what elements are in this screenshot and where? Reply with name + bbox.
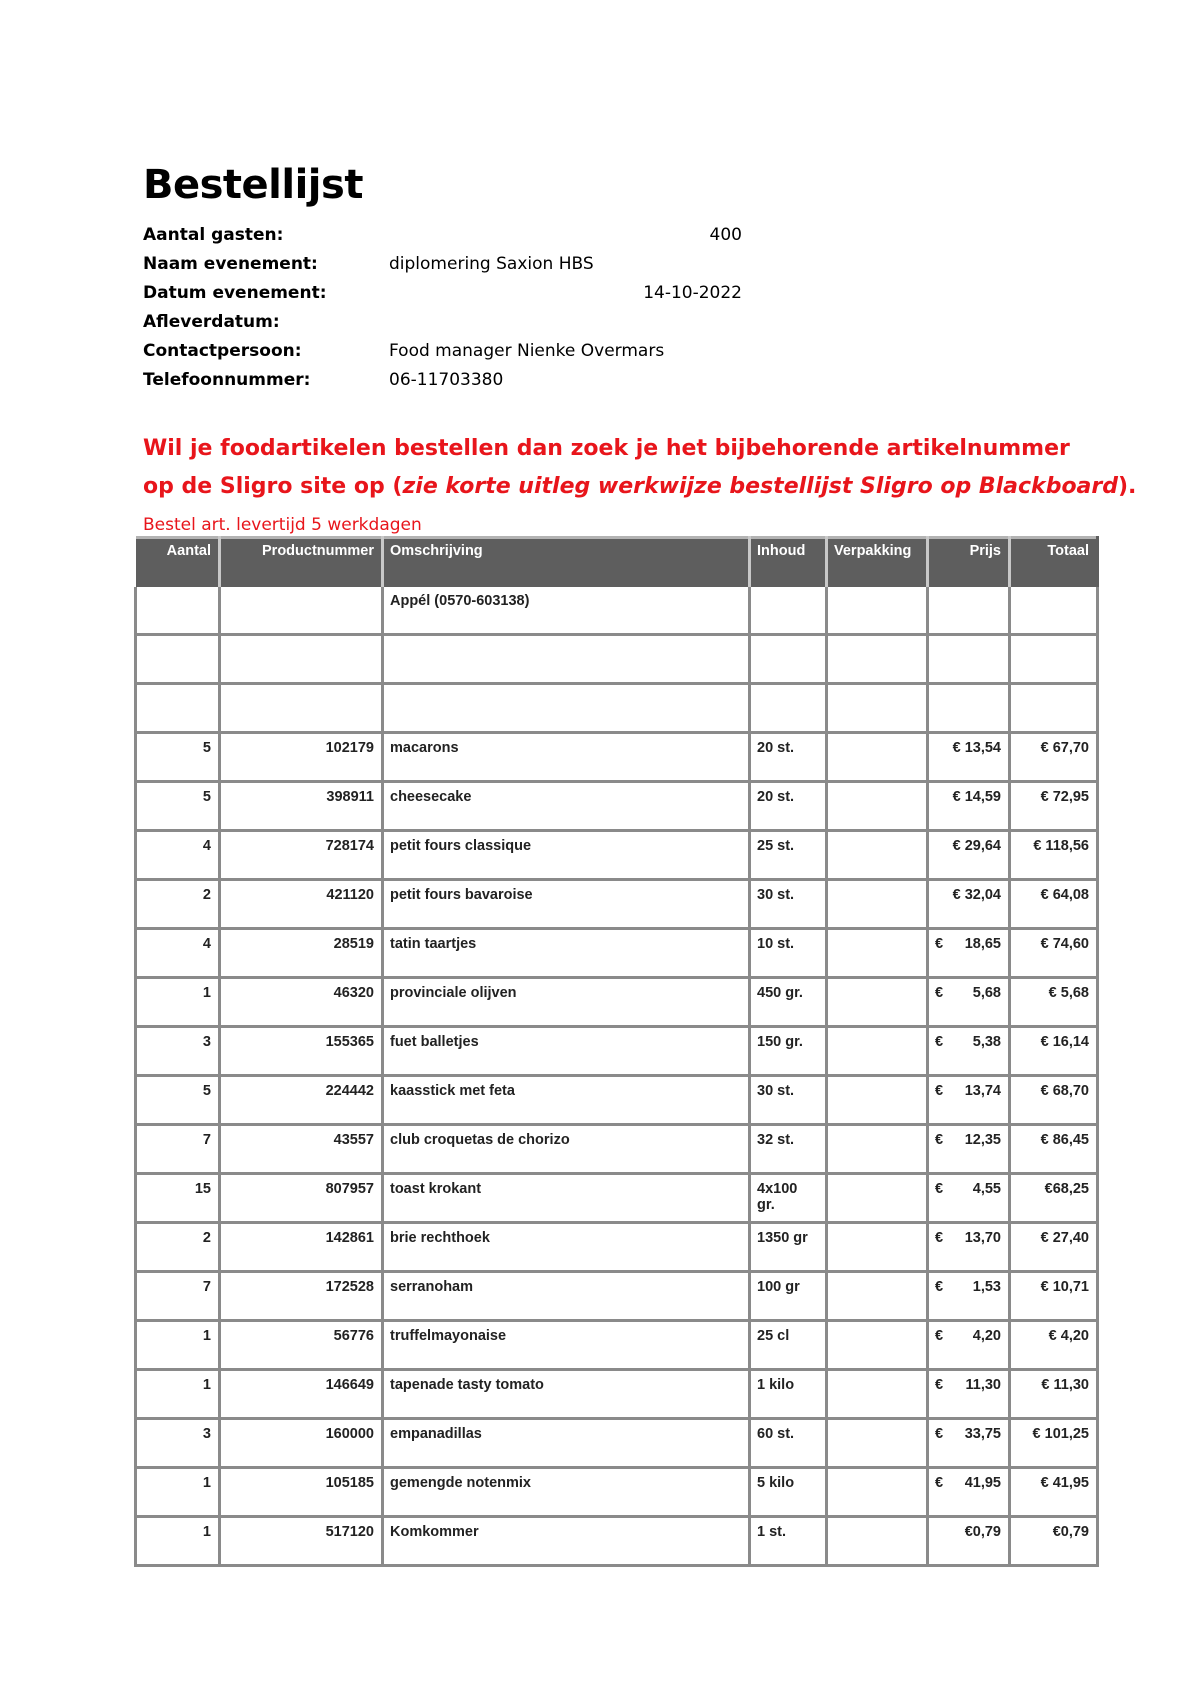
cell-verpakking — [827, 782, 928, 831]
cell-totaal: € 11,30 — [1010, 1370, 1098, 1419]
cell-omschrijving: tapenade tasty tomato — [383, 1370, 750, 1419]
info-row-datum-evenement — [143, 283, 763, 312]
cell-omschrijving: empanadillas — [383, 1419, 750, 1468]
table-cell — [1010, 587, 1098, 635]
cell-verpakking — [827, 1125, 928, 1174]
cell-prijs — [928, 978, 1010, 1027]
cell-verpakking — [827, 1223, 928, 1272]
cell-verpakking — [827, 831, 928, 880]
header-totaal: Totaal — [1010, 538, 1098, 588]
cell-aantal: 5 — [136, 733, 220, 782]
price-currency: € — [935, 1328, 944, 1344]
cell-prijs: €0,79 — [928, 1517, 1010, 1566]
info-label: Contactpersoon: — [143, 341, 302, 361]
header-productnummer: Productnummer — [220, 538, 383, 588]
table-cell — [1010, 684, 1098, 733]
cell-prijs — [928, 1027, 1010, 1076]
table-cell — [220, 587, 383, 635]
cell-verpakking — [827, 880, 928, 929]
cell-omschrijving: serranoham — [383, 1272, 750, 1321]
price-currency: € — [935, 1426, 944, 1442]
cell-inhoud: 30 st. — [750, 1076, 827, 1125]
cell-aantal: 1 — [136, 1321, 220, 1370]
price-currency: € — [935, 1083, 944, 1099]
info-row-aantal-gasten — [143, 225, 763, 254]
price-currency: € — [935, 1377, 944, 1393]
price-amount: 41,95 — [964, 1475, 1001, 1491]
table-row — [136, 1076, 1098, 1125]
header-inhoud: Inhoud — [750, 538, 827, 588]
cell-totaal: €68,25 — [1010, 1174, 1098, 1223]
cell-totaal: € 72,95 — [1010, 782, 1098, 831]
cell-aantal: 5 — [136, 782, 220, 831]
cell-aantal: 7 — [136, 1125, 220, 1174]
table-cell — [827, 587, 928, 635]
cell-productnummer: 28519 — [220, 929, 383, 978]
cell-inhoud: 20 st. — [750, 782, 827, 831]
cell-omschrijving: petit fours classique — [383, 831, 750, 880]
cell-inhoud: 4x100 gr. — [750, 1174, 827, 1223]
table-cell — [928, 684, 1010, 733]
cell-verpakking — [827, 1419, 928, 1468]
price-amount: 12,35 — [964, 1132, 1001, 1148]
price-amount: 13,70 — [964, 1230, 1001, 1246]
cell-verpakking — [827, 929, 928, 978]
table-row — [136, 1321, 1098, 1370]
table-row — [136, 1272, 1098, 1321]
price-amount: 5,38 — [972, 1034, 1001, 1050]
header-verpakking: Verpakking — [827, 538, 928, 588]
cell-totaal: € 4,20 — [1010, 1321, 1098, 1370]
table-row — [136, 1223, 1098, 1272]
instruction-line-1: Wil je foodartikelen bestellen dan zoek je het bijbehorende artikelnummer — [143, 436, 1070, 461]
price-currency: € — [935, 985, 944, 1001]
cell-omschrijving: macarons — [383, 733, 750, 782]
cell-verpakking — [827, 1272, 928, 1321]
info-row-naam-evenement — [143, 254, 763, 283]
price-amount: 1,53 — [972, 1279, 1001, 1295]
instruction-line-2 — [143, 468, 1143, 506]
cell-inhoud: 60 st. — [750, 1419, 827, 1468]
info-row-telefoonnummer — [143, 370, 763, 399]
cell-omschrijving: truffelmayonaise — [383, 1321, 750, 1370]
cell-totaal: € 41,95 — [1010, 1468, 1098, 1517]
table-row — [136, 1419, 1098, 1468]
price-amount: 5,68 — [972, 985, 1001, 1001]
cell-productnummer: 142861 — [220, 1223, 383, 1272]
price-currency: € — [935, 1230, 944, 1246]
cell-aantal: 4 — [136, 831, 220, 880]
price-currency: € — [935, 936, 944, 952]
cell-totaal: €0,79 — [1010, 1517, 1098, 1566]
table-row — [136, 831, 1098, 880]
cell-verpakking — [827, 733, 928, 782]
table-row — [136, 1174, 1098, 1223]
cell-productnummer: 155365 — [220, 1027, 383, 1076]
cell-aantal: 4 — [136, 929, 220, 978]
table-cell — [136, 587, 220, 635]
instruction-line-2-end: ). — [1118, 474, 1137, 499]
cell-verpakking — [827, 1076, 928, 1125]
cell-productnummer: 46320 — [220, 978, 383, 1027]
price-amount: 18,65 — [964, 936, 1001, 952]
order-instructions — [143, 430, 1143, 506]
info-value: 06-11703380 — [389, 370, 504, 390]
table-cell — [928, 635, 1010, 684]
price-amount: 4,20 — [972, 1328, 1001, 1344]
cell-totaal: € 16,14 — [1010, 1027, 1098, 1076]
cell-omschrijving: Komkommer — [383, 1517, 750, 1566]
cell-totaal: € 27,40 — [1010, 1223, 1098, 1272]
cell-productnummer: 807957 — [220, 1174, 383, 1223]
cell-productnummer: 172528 — [220, 1272, 383, 1321]
cell-prijs: € 13,54 — [928, 733, 1010, 782]
cell-prijs: € 14,59 — [928, 782, 1010, 831]
info-label: Datum evenement: — [143, 283, 327, 303]
cell-totaal: € 64,08 — [1010, 880, 1098, 929]
cell-verpakking — [827, 1370, 928, 1419]
info-row-contactpersoon — [143, 341, 763, 370]
cell-prijs — [928, 1125, 1010, 1174]
cell-totaal: € 101,25 — [1010, 1419, 1098, 1468]
table-cell — [136, 684, 220, 733]
cell-verpakking — [827, 1517, 928, 1566]
table-row — [136, 1027, 1098, 1076]
cell-prijs — [928, 1370, 1010, 1419]
cell-productnummer: 102179 — [220, 733, 383, 782]
cell-omschrijving: kaasstick met feta — [383, 1076, 750, 1125]
order-table — [134, 536, 1099, 1567]
cell-prijs — [928, 1174, 1010, 1223]
cell-prijs — [928, 1468, 1010, 1517]
cell-omschrijving: brie rechthoek — [383, 1223, 750, 1272]
table-cell — [827, 635, 928, 684]
cell-inhoud: 100 gr — [750, 1272, 827, 1321]
info-label: Afleverdatum: — [143, 312, 280, 332]
cell-prijs — [928, 1223, 1010, 1272]
table-row — [136, 1125, 1098, 1174]
instruction-line-2-italic: zie korte uitleg werkwijze bestellijst Sligro op Blackboard — [402, 474, 1118, 499]
cell-verpakking — [827, 1321, 928, 1370]
cell-inhoud: 450 gr. — [750, 978, 827, 1027]
table-header-row — [136, 538, 1098, 588]
document-title: Bestellijst — [143, 162, 363, 208]
cell-inhoud: 30 st. — [750, 880, 827, 929]
cell-prijs — [928, 1419, 1010, 1468]
cell-omschrijving: petit fours bavaroise — [383, 880, 750, 929]
cell-totaal: € 86,45 — [1010, 1125, 1098, 1174]
info-label: Aantal gasten: — [143, 225, 284, 245]
table-row — [136, 880, 1098, 929]
cell-aantal: 7 — [136, 1272, 220, 1321]
supplier-name: Appél (0570-603138) — [383, 587, 750, 635]
cell-aantal: 2 — [136, 880, 220, 929]
table-cell — [220, 684, 383, 733]
supplier-row — [136, 587, 1098, 635]
cell-inhoud: 32 st. — [750, 1125, 827, 1174]
cell-verpakking — [827, 1468, 928, 1517]
cell-totaal: € 118,56 — [1010, 831, 1098, 880]
cell-omschrijving: tatin taartjes — [383, 929, 750, 978]
table-row — [136, 929, 1098, 978]
cell-omschrijving: gemengde notenmix — [383, 1468, 750, 1517]
table-cell — [750, 635, 827, 684]
table-row — [136, 733, 1098, 782]
info-row-afleverdatum — [143, 312, 763, 341]
header-prijs: Prijs — [928, 538, 1010, 588]
cell-inhoud: 20 st. — [750, 733, 827, 782]
cell-inhoud: 10 st. — [750, 929, 827, 978]
table-row — [136, 1517, 1098, 1566]
table-cell — [827, 684, 928, 733]
price-amount: 13,74 — [964, 1083, 1001, 1099]
table-row — [136, 782, 1098, 831]
cell-totaal: € 5,68 — [1010, 978, 1098, 1027]
cell-aantal: 2 — [136, 1223, 220, 1272]
cell-aantal: 1 — [136, 1517, 220, 1566]
cell-omschrijving: toast krokant — [383, 1174, 750, 1223]
price-amount: 4,55 — [972, 1181, 1001, 1197]
info-value: 400 — [709, 225, 742, 245]
cell-inhoud: 150 gr. — [750, 1027, 827, 1076]
table-cell — [750, 587, 827, 635]
cell-productnummer: 105185 — [220, 1468, 383, 1517]
table-cell — [1010, 635, 1098, 684]
cell-productnummer: 56776 — [220, 1321, 383, 1370]
empty-row — [136, 684, 1098, 733]
cell-totaal: € 74,60 — [1010, 929, 1098, 978]
header-omschrijving: Omschrijving — [383, 538, 750, 588]
instruction-line-2-start: op de Sligro site op ( — [143, 474, 403, 499]
cell-verpakking — [827, 978, 928, 1027]
cell-aantal: 1 — [136, 1468, 220, 1517]
cell-aantal: 3 — [136, 1027, 220, 1076]
cell-inhoud: 1 kilo — [750, 1370, 827, 1419]
cell-omschrijving: provinciale olijven — [383, 978, 750, 1027]
price-currency: € — [935, 1034, 944, 1050]
info-label: Telefoonnummer: — [143, 370, 311, 390]
header-aantal: Aantal — [136, 538, 220, 588]
cell-productnummer: 146649 — [220, 1370, 383, 1419]
cell-omschrijving: fuet balletjes — [383, 1027, 750, 1076]
cell-verpakking — [827, 1174, 928, 1223]
table-row — [136, 978, 1098, 1027]
cell-prijs — [928, 1272, 1010, 1321]
cell-totaal: € 10,71 — [1010, 1272, 1098, 1321]
cell-aantal: 3 — [136, 1419, 220, 1468]
info-value: diplomering Saxion HBS — [389, 254, 594, 274]
cell-prijs — [928, 1076, 1010, 1125]
cell-productnummer: 43557 — [220, 1125, 383, 1174]
cell-aantal: 15 — [136, 1174, 220, 1223]
info-label: Naam evenement: — [143, 254, 318, 274]
empty-row — [136, 635, 1098, 684]
cell-totaal: € 68,70 — [1010, 1076, 1098, 1125]
cell-inhoud: 25 st. — [750, 831, 827, 880]
cell-inhoud: 1350 gr — [750, 1223, 827, 1272]
cell-productnummer: 398911 — [220, 782, 383, 831]
table-cell — [750, 684, 827, 733]
delivery-note: Bestel art. levertijd 5 werkdagen — [143, 515, 422, 535]
cell-omschrijving: club croquetas de chorizo — [383, 1125, 750, 1174]
price-currency: € — [935, 1132, 944, 1148]
cell-prijs: € 32,04 — [928, 880, 1010, 929]
cell-verpakking — [827, 1027, 928, 1076]
cell-totaal: € 67,70 — [1010, 733, 1098, 782]
cell-productnummer: 160000 — [220, 1419, 383, 1468]
cell-aantal: 1 — [136, 1370, 220, 1419]
table-cell — [136, 635, 220, 684]
cell-prijs — [928, 929, 1010, 978]
price-currency: € — [935, 1181, 944, 1197]
cell-productnummer: 421120 — [220, 880, 383, 929]
info-value: 14-10-2022 — [643, 283, 742, 303]
cell-productnummer: 224442 — [220, 1076, 383, 1125]
price-currency: € — [935, 1279, 944, 1295]
cell-inhoud: 5 kilo — [750, 1468, 827, 1517]
table-cell — [383, 684, 750, 733]
price-amount: 11,30 — [965, 1377, 1001, 1393]
table-cell — [383, 635, 750, 684]
cell-inhoud: 25 cl — [750, 1321, 827, 1370]
cell-prijs: € 29,64 — [928, 831, 1010, 880]
cell-inhoud: 1 st. — [750, 1517, 827, 1566]
cell-aantal: 5 — [136, 1076, 220, 1125]
cell-prijs — [928, 1321, 1010, 1370]
cell-productnummer: 517120 — [220, 1517, 383, 1566]
table-cell — [220, 635, 383, 684]
table-row — [136, 1370, 1098, 1419]
cell-aantal: 1 — [136, 978, 220, 1027]
price-currency: € — [935, 1475, 944, 1491]
table-cell — [928, 587, 1010, 635]
info-value: Food manager Nienke Overmars — [389, 341, 665, 361]
price-amount: 33,75 — [964, 1426, 1001, 1442]
event-info — [143, 225, 763, 399]
cell-productnummer: 728174 — [220, 831, 383, 880]
table-row — [136, 1468, 1098, 1517]
cell-omschrijving: cheesecake — [383, 782, 750, 831]
